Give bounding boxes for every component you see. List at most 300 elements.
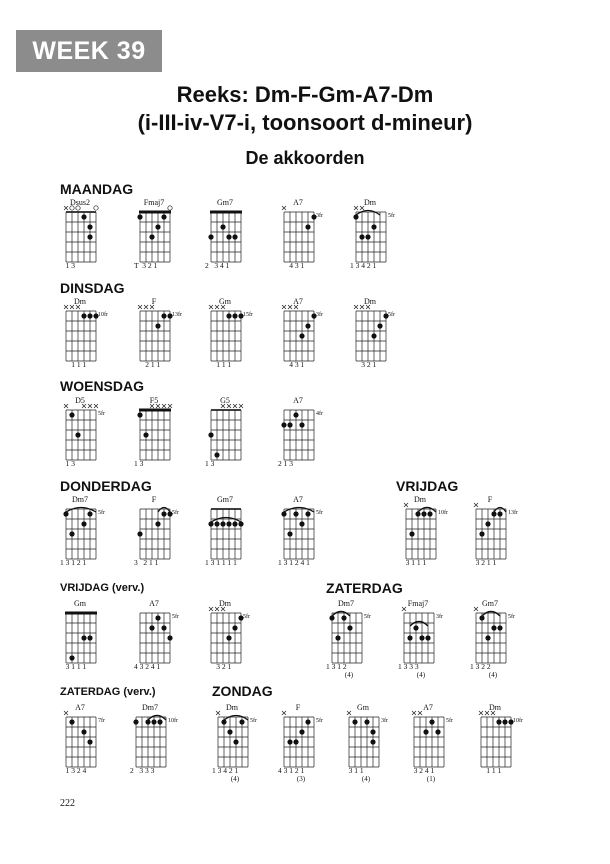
fretboard (278, 396, 338, 468)
fingering-label: 4 3 1 2 1 (278, 766, 305, 775)
chord-diagram-zaterdag-1 (326, 599, 386, 699)
fingering-label: T 3 2 1 (134, 261, 158, 270)
chord-name: Gm7 (482, 599, 498, 608)
fingering-label: 1 3 2 2 (470, 662, 491, 671)
muted-string-marker (150, 404, 154, 408)
finger-dot (167, 635, 172, 640)
page-number: 222 (60, 798, 75, 809)
chord-diagram-woensdag-3 (205, 396, 265, 496)
fretboard (475, 703, 535, 775)
finger-dot (359, 234, 364, 239)
fret-position-label: 5fr (250, 718, 257, 724)
section-label-zaterdag: ZATERDAG (326, 580, 403, 596)
finger-dot (69, 655, 74, 660)
finger-dot (87, 739, 92, 744)
muted-string-marker (150, 305, 154, 309)
fretboard (205, 198, 265, 270)
fretboard (212, 703, 272, 775)
finger-dot (299, 333, 304, 338)
muted-string-marker (354, 305, 358, 309)
finger-dot (133, 719, 138, 724)
chord-name: A7 (293, 297, 303, 306)
finger-dot (281, 422, 286, 427)
finger-dot (149, 234, 154, 239)
fretboard (470, 495, 530, 567)
fingering-label: 1 3 4 2 1 (350, 261, 377, 270)
section-label-maandag: MAANDAG (60, 181, 134, 197)
chord-diagram-maandag-3 (205, 198, 265, 298)
finger-dot (423, 729, 428, 734)
fretboard (134, 297, 194, 369)
chord-name: A7 (75, 703, 85, 712)
chord-diagram-dinsdag-2 (134, 297, 194, 397)
fretboard (60, 396, 120, 468)
finger-dot (226, 635, 231, 640)
fretboard (60, 198, 120, 270)
finger-dot (87, 313, 92, 318)
chord-diagram-donderdag-1 (60, 495, 120, 595)
finger-dot (226, 521, 231, 526)
finger-dot (479, 615, 484, 620)
chord-diagram-vrijdag-verv-2 (134, 599, 194, 699)
finger-dot (75, 432, 80, 437)
muted-string-marker (221, 404, 225, 408)
fret-position-label: 5fr (172, 510, 179, 516)
finger-dot (161, 214, 166, 219)
fretboard (470, 599, 530, 671)
finger-dot (226, 313, 231, 318)
muted-string-marker (288, 305, 292, 309)
finger-dot (81, 214, 86, 219)
chord-name: F (151, 297, 157, 306)
finger-dot (287, 422, 292, 427)
chord-diagram-maandag-2 (134, 198, 194, 298)
finger-dot (364, 719, 369, 724)
fretboard (60, 495, 120, 567)
chord-name: A7 (293, 198, 303, 207)
finger-dot (87, 234, 92, 239)
muted-string-marker (418, 711, 422, 715)
barre-arc (211, 518, 241, 523)
finger-dot (293, 511, 298, 516)
fret-position-label: 5fr (172, 614, 179, 620)
chord-diagram-donderdag-2 (134, 495, 194, 595)
fingering-label: 1 3 1 2 4 1 (278, 558, 310, 567)
finger-dot (239, 719, 244, 724)
chord-diagram-zondag-3 (343, 703, 403, 803)
fretboard (400, 495, 460, 567)
muted-string-marker (233, 404, 237, 408)
finger-dot (69, 719, 74, 724)
finger-dot (137, 412, 142, 417)
fretboard (343, 703, 403, 775)
finger-dot (365, 234, 370, 239)
barre-bar (65, 612, 97, 615)
chord-diagram-maandag-1 (60, 198, 120, 298)
fretboard (134, 495, 194, 567)
finger-dot (155, 323, 160, 328)
muted-string-marker (162, 404, 166, 408)
muted-string-marker (82, 404, 86, 408)
section-label-zaterdag-verv: ZATERDAG (verv.) (60, 686, 156, 698)
fingering-label: 3 2 1 (350, 360, 377, 369)
barre-bar (139, 409, 171, 412)
chord-diagram-vrijdag-2 (470, 495, 530, 595)
page-title-line-1: Reeks: Dm-F-Gm-A7-Dm (176, 82, 434, 107)
fingering-label: 1 3 (134, 459, 144, 468)
chord-diagram-zondag-4 (408, 703, 468, 803)
muted-string-marker (215, 607, 219, 611)
finger-dot (214, 521, 219, 526)
finger-dot (415, 511, 420, 516)
fretboard (408, 703, 468, 775)
finger-dot (137, 214, 142, 219)
finger-dot (353, 214, 358, 219)
finger-dot (305, 323, 310, 328)
finger-dot (497, 511, 502, 516)
chord-name: Fmaj7 (407, 599, 429, 608)
fingering-label: 3 2 1 1 (470, 558, 497, 567)
section-label-dinsdag: DINSDAG (60, 280, 125, 296)
finger-dot (435, 729, 440, 734)
chord-diagram-dinsdag-5 (350, 297, 410, 397)
chord-name: Fmaj7 (143, 198, 165, 207)
muted-string-marker (156, 404, 160, 408)
finger-dot (81, 729, 86, 734)
chord-diagram-zondag-5 (475, 703, 535, 803)
chord-name: Dm (364, 198, 376, 207)
chord-name: A7 (149, 599, 159, 608)
fret-position-label: 10fr (438, 510, 448, 516)
fretboard (205, 495, 265, 567)
chord-diagram-vrijdag-1 (400, 495, 460, 595)
page-title-line-2: (i-III-iv-V7-i, toonsoort d-mineur) (137, 110, 473, 135)
chord-name: Dm (414, 495, 426, 504)
finger-dot (299, 422, 304, 427)
section-label-woensdag: WOENSDAG (60, 378, 144, 394)
fret-position-label: 3fr (316, 312, 323, 318)
finger-dot (287, 739, 292, 744)
chord-name: Gm (219, 297, 231, 306)
muted-string-marker (347, 711, 351, 715)
finger-dot (155, 521, 160, 526)
finger-dot (233, 739, 238, 744)
finger-dot (208, 234, 213, 239)
muted-string-marker (366, 305, 370, 309)
finger-dot (377, 323, 382, 328)
finger-dot (69, 412, 74, 417)
chord-name: Dm (364, 297, 376, 306)
fret-position-label: 5fr (508, 614, 515, 620)
fretboard (60, 703, 120, 775)
finger-dot (429, 719, 434, 724)
chord-name: Dm (74, 297, 86, 306)
fretboard (205, 396, 265, 468)
fingering-label: 1 3 3 3 (398, 662, 419, 671)
chord-name: F (295, 703, 301, 712)
fretboard (326, 599, 386, 671)
finger-dot (232, 521, 237, 526)
finger-dot (491, 511, 496, 516)
finger-dot (281, 511, 286, 516)
finger-dot (491, 625, 496, 630)
fret-position-label: 5fr (446, 718, 453, 724)
section-label-zondag: ZONDAG (212, 683, 273, 699)
finger-dot (287, 531, 292, 536)
muted-string-marker (227, 404, 231, 408)
fingering-label: 2 1 1 (134, 360, 161, 369)
barre-arc (284, 508, 314, 513)
fret-position-label: 5fr (388, 213, 395, 219)
fingering-label: 1 3 2 4 (60, 766, 87, 775)
muted-string-marker (64, 404, 68, 408)
finger-dot (371, 224, 376, 229)
muted-string-marker (479, 711, 483, 715)
finger-dot (81, 521, 86, 526)
fretboard (60, 297, 120, 369)
muted-string-marker (144, 305, 148, 309)
chord-name: F (487, 495, 493, 504)
alternate-finger-label: (3) (296, 775, 306, 783)
chord-diagram-dinsdag-3 (205, 297, 265, 397)
finger-dot (220, 521, 225, 526)
finger-dot (502, 719, 507, 724)
fret-position-label: 5fr (98, 411, 105, 417)
finger-dot (419, 635, 424, 640)
fretboard (278, 703, 338, 775)
finger-dot (151, 719, 156, 724)
muted-string-marker (168, 404, 172, 408)
barre-arc (410, 622, 428, 627)
chord-diagram-dinsdag-4 (278, 297, 338, 397)
finger-dot (421, 511, 426, 516)
fingering-label: 1 3 1 1 1 1 (205, 558, 237, 567)
fret-position-label: 3fr (436, 614, 443, 620)
finger-dot (137, 531, 142, 536)
fingering-label: 1 1 1 (60, 360, 87, 369)
finger-dot (341, 615, 346, 620)
finger-dot (214, 452, 219, 457)
muted-string-marker (209, 305, 213, 309)
fingering-label: 3 2 1 1 (134, 558, 159, 567)
chord-name: Dm (489, 703, 501, 712)
muted-string-marker (354, 206, 358, 210)
fret-position-label: 3fr (316, 213, 323, 219)
finger-dot (425, 635, 430, 640)
fret-position-label: 5fr (364, 614, 371, 620)
fingering-label: 3 1 1 1 (400, 558, 427, 567)
finger-dot (427, 511, 432, 516)
alternate-finger-label: (4) (361, 775, 371, 783)
alternate-finger-label: (4) (488, 671, 498, 679)
finger-dot (485, 521, 490, 526)
finger-dot (352, 719, 357, 724)
chord-name: Dm7 (338, 599, 354, 608)
fret-position-label: 10fr (513, 718, 523, 724)
chord-diagram-zaterdag-verv-1 (60, 703, 120, 803)
finger-dot (161, 313, 166, 318)
muted-string-marker (474, 503, 478, 507)
barre-arc (66, 508, 96, 513)
muted-string-marker (282, 711, 286, 715)
muted-string-marker (64, 206, 68, 210)
barre-arc (418, 508, 436, 513)
fret-position-label: 5fr (316, 718, 323, 724)
chord-diagram-woensdag-2 (134, 396, 194, 496)
section-label-vrijdag-verv: VRIJDAG (verv.) (60, 582, 145, 594)
open-string-marker (76, 206, 80, 210)
barre-arc (148, 716, 166, 721)
page-subtitle: De akkoorden (245, 148, 365, 168)
muted-string-marker (64, 711, 68, 715)
chord-diagram-vrijdag-verv-3 (205, 599, 265, 699)
alternate-finger-label: (1) (426, 775, 436, 783)
chord-diagram-donderdag-3 (205, 495, 265, 595)
open-string-marker (70, 206, 74, 210)
muted-string-marker (239, 404, 243, 408)
fingering-label: 2 1 3 (278, 459, 293, 468)
fingering-label: 3 2 4 1 (408, 766, 435, 775)
muted-string-marker (64, 305, 68, 309)
fretboard (398, 599, 458, 671)
chord-diagram-vrijdag-verv-1 (60, 599, 120, 699)
finger-dot (208, 521, 213, 526)
fret-position-label: 13fr (172, 312, 182, 318)
finger-dot (479, 531, 484, 536)
fingering-label: 4 3 1 (278, 360, 305, 369)
muted-string-marker (221, 305, 225, 309)
fingering-label: 1 3 (60, 261, 75, 270)
fret-position-label: 5fr (98, 510, 105, 516)
chord-name: Gm7 (217, 198, 233, 207)
chord-diagram-zaterdag-2 (398, 599, 458, 699)
fingering-label: 2 3 3 3 (130, 766, 155, 775)
week-badge: WEEK 39 (16, 30, 162, 72)
muted-string-marker (209, 607, 213, 611)
finger-dot (232, 625, 237, 630)
finger-dot (293, 412, 298, 417)
muted-string-marker (282, 305, 286, 309)
alternate-finger-label: (4) (344, 671, 354, 679)
barre-bar (210, 211, 242, 214)
fingering-label: 1 3 (205, 459, 215, 468)
muted-string-marker (485, 711, 489, 715)
chord-name: D5 (75, 396, 85, 405)
muted-string-marker (360, 206, 364, 210)
finger-dot (155, 615, 160, 620)
finger-dot (370, 729, 375, 734)
alternate-finger-label: (4) (230, 775, 240, 783)
muted-string-marker (282, 206, 286, 210)
fingering-label: 3 1 1 1 (60, 662, 87, 671)
fret-position-label: 5fr (316, 510, 323, 516)
chord-name: A7 (423, 703, 433, 712)
finger-dot (145, 719, 150, 724)
chord-diagram-donderdag-4 (278, 495, 338, 595)
fretboard (278, 297, 338, 369)
fret-position-label: 5fr (243, 614, 250, 620)
chord-diagram-woensdag-1 (60, 396, 120, 496)
fingering-label: 1 3 1 2 (326, 662, 347, 671)
finger-dot (227, 729, 232, 734)
open-string-marker (168, 206, 172, 210)
finger-dot (305, 511, 310, 516)
fingering-label: 1 3 4 2 1 (212, 766, 239, 775)
muted-string-marker (491, 711, 495, 715)
alternate-finger-label: (4) (416, 671, 426, 679)
section-label-vrijdag: VRIJDAG (396, 478, 459, 494)
finger-dot (371, 333, 376, 338)
chord-diagram-woensdag-4 (278, 396, 338, 496)
chord-name: A7 (293, 396, 303, 405)
fretboard (130, 703, 190, 775)
finger-dot (81, 313, 86, 318)
chord-diagram-zaterdag-verv-2 (130, 703, 190, 803)
finger-dot (497, 625, 502, 630)
fretboard (134, 599, 194, 671)
fingering-label: 1 3 1 2 1 (60, 558, 87, 567)
finger-dot (155, 224, 160, 229)
fretboard (205, 599, 265, 671)
finger-dot (149, 625, 154, 630)
fret-position-label: 13fr (508, 510, 518, 516)
muted-string-marker (88, 404, 92, 408)
chord-diagram-maandag-5 (350, 198, 410, 298)
finger-dot (407, 635, 412, 640)
fingering-label: 1 3 (60, 459, 75, 468)
chord-name: G5 (220, 396, 230, 405)
finger-dot (63, 511, 68, 516)
fretboard (278, 198, 338, 270)
open-string-marker (94, 206, 98, 210)
finger-dot (305, 224, 310, 229)
muted-string-marker (294, 305, 298, 309)
finger-dot (347, 625, 352, 630)
muted-string-marker (70, 305, 74, 309)
finger-dot (220, 224, 225, 229)
fingering-label: 3 2 1 (205, 662, 232, 671)
chord-name: A7 (293, 495, 303, 504)
fret-position-label: 7fr (98, 718, 105, 724)
chord-diagram-dinsdag-1 (60, 297, 120, 397)
fret-position-label: 4fr (316, 411, 323, 417)
chord-name: Dm7 (72, 495, 88, 504)
finger-dot (226, 234, 231, 239)
fingering-label: 4 3 2 4 1 (134, 662, 161, 671)
chord-diagram-zondag-2 (278, 703, 338, 803)
finger-dot (87, 511, 92, 516)
finger-dot (496, 719, 501, 724)
fretboard (278, 495, 338, 567)
fretboard (205, 297, 265, 369)
chord-name: Dm (226, 703, 238, 712)
barre-bar (139, 211, 171, 214)
chord-name: Dsus2 (69, 198, 90, 207)
chord-name: Gm (74, 599, 86, 608)
chord-name: F5 (149, 396, 159, 405)
fingering-label: 1 1 1 (205, 360, 232, 369)
muted-string-marker (474, 607, 478, 611)
chord-diagram-zaterdag-3 (470, 599, 530, 699)
chord-name: F (151, 495, 157, 504)
barre-arc (332, 612, 350, 617)
chord-name: Dm (219, 599, 231, 608)
finger-dot (69, 531, 74, 536)
fingering-label: 1 1 1 (475, 766, 502, 775)
chord-diagram-maandag-4 (278, 198, 338, 298)
fret-position-label: 15fr (243, 312, 253, 318)
finger-dot (238, 521, 243, 526)
